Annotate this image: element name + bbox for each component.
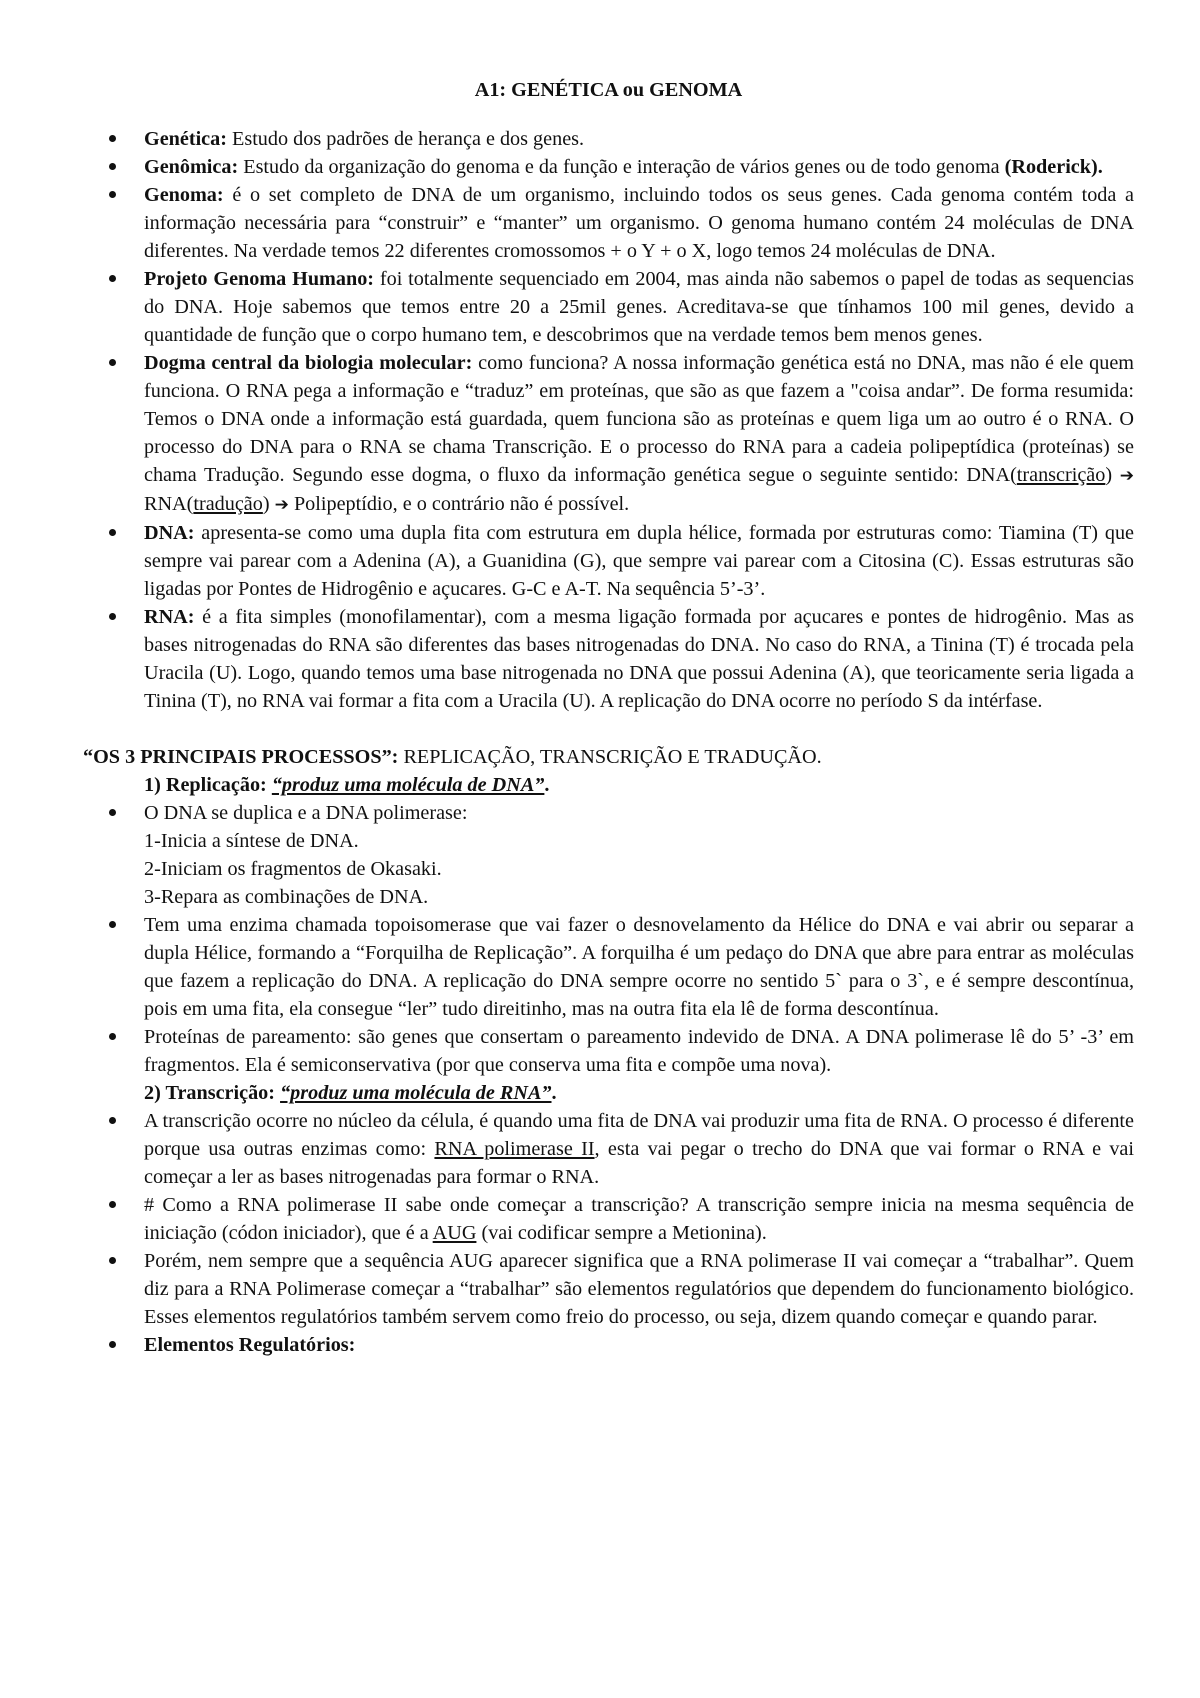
reference: (Roderick). [1004, 156, 1103, 178]
term-text: foi totalmente sequenciado em 2004, mas ainda não sabemos o papel de todas as sequencias do DNA. Hoje sabemos que temos entre 20 a 25mil genes. Acreditava-se que tínhamos 100 mil genes, devido a quantidade de função que o corpo humano tem, e descobrimos que na verdade temos bem menos genes. [144, 268, 1134, 346]
transcricao-list [83, 1107, 1134, 1359]
bullet-icon [109, 1201, 116, 1208]
arrow-right-icon: ➔ [1119, 466, 1134, 486]
underlined-term: AUG [432, 1222, 477, 1244]
item-text: Tem uma enzima chamada topoisomerase que vai fazer o desnovelamento da Hélice do DNA e vai abrir ou separar a dupla Hélice, formando a “Forquilha de Replicação”. A forquilha é um pedaço do DNA que abre para entrar as moléculas que fazem a replicação do DNA. A replicação do DNA sempre ocorre no sentido 5` para o 3`, e é sempre descontínua, pois em uma fita, ela consegue “ler” tudo direitinho, mas na outra fita ela lê de forma descontínua. [144, 914, 1134, 1020]
subsection-label: 2) Transcrição: [144, 1082, 276, 1104]
term-label: Genoma: [144, 184, 224, 206]
list-item-dna [83, 519, 1134, 603]
list-item-transcricao-nucleo [83, 1107, 1134, 1191]
item-text: Proteínas de pareamento: são genes que consertam o pareamento indevido de DNA. A DNA polimerase lê do 5’ -3’ em fragmentos. Ela é semiconservativa (por que conserva uma fita e compõe uma nova). [144, 1026, 1134, 1076]
term-text: ) [1105, 464, 1120, 486]
bullet-icon [109, 529, 116, 536]
bullet-icon [109, 275, 116, 282]
bullet-icon [109, 1117, 116, 1124]
list-item-aug [83, 1247, 1134, 1331]
bullet-icon [109, 809, 116, 816]
item-text: , esta vai pegar o trecho do DNA que vai formar o RNA e vai começar a ler as bases nitrogenadas para formar o RNA. [144, 1138, 1134, 1188]
term-label: Projeto Genoma Humano: [144, 268, 375, 290]
bullet-icon [109, 1257, 116, 1264]
replicacao-list [83, 799, 1134, 1079]
section-heading-label: “OS 3 PRINCIPAIS PROCESSOS”: [83, 746, 399, 768]
list-item-genoma [83, 181, 1134, 265]
subsection-dot: . [544, 774, 550, 796]
bullet-icon [109, 1033, 116, 1040]
underlined-term: tradução [193, 493, 263, 515]
subsection-label: 1) Replicação: [144, 774, 267, 796]
underlined-term: RNA polimerase II [434, 1138, 595, 1160]
term-label: RNA: [144, 606, 195, 628]
bullet-icon [109, 163, 116, 170]
item-text: A transcrição ocorre no núcleo da célula, é quando uma fita de DNA vai produzir uma fita de RNA. O processo é diferente porque usa outras enzimas como: [144, 1110, 1134, 1160]
subsection-quote: “produz uma molécula de RNA” [280, 1082, 552, 1104]
term-text: Estudo da organização do genoma e da função e interação de vários genes ou de todo genoma [238, 156, 1005, 178]
definitions-list [83, 125, 1134, 715]
bullet-icon [109, 135, 116, 142]
term-text: apresenta-se como uma dupla fita com estrutura em dupla hélice, formada por estruturas como: Tiamina (T) que sempre vai parear com a Adenina (A), a Guanidina (G), que sempre vai parear com a Citosina (C). Essas estruturas são ligadas por Pontes de Hidrogênio e açucares. G-C e A-T. Na sequência 5’-3’. [144, 522, 1134, 600]
term-label: DNA: [144, 522, 195, 544]
subsection-dot: . [551, 1082, 557, 1104]
subsection-heading-transcricao [83, 1079, 1134, 1107]
list-item-topoisomerase [83, 911, 1134, 1023]
term-text: Polipeptídio, e o contrário não é possível. [288, 493, 630, 515]
step-item: 1-Inicia a síntese de DNA. [144, 830, 359, 852]
list-item-rna-polimerase [83, 1191, 1134, 1247]
term-label: Genômica: [144, 156, 239, 178]
list-item-proteinas-pareamento [83, 1023, 1134, 1079]
page-title: A1: GENÉTICA ou GENOMA [474, 79, 743, 101]
bullet-icon [109, 1341, 116, 1348]
item-text: Porém, nem sempre que a sequência AUG aparecer significa que a RNA polimerase II vai começar a “trabalhar”. Quem diz para a RNA Polimerase começar a “trabalhar” são elementos regulatórios que dependem do funcionamento biológico. Esses elementos regulatórios também servem como freio do processo, ou seja, dizem quando começar e quando parar. [144, 1250, 1134, 1328]
term-label: Genética: [144, 128, 227, 150]
item-label: Elementos Regulatórios: [144, 1334, 356, 1356]
term-label: Dogma central da biologia molecular: [144, 352, 473, 374]
subsection-heading-replicacao [83, 771, 1134, 799]
term-text: ) [262, 493, 275, 515]
arrow-right-icon: ➔ [274, 495, 289, 515]
section-heading-text: REPLICAÇÃO, TRANSCRIÇÃO E TRADUÇÃO. [398, 746, 822, 768]
item-text: # Como a RNA polimerase II sabe onde começar a transcrição? A transcrição sempre inicia na mesma sequência de iniciação (códon iniciador), que é a [144, 1194, 1134, 1244]
underlined-term: transcrição [1016, 464, 1106, 486]
list-item-dna-polimerase [83, 799, 1134, 911]
term-text: é a fita simples (monofilamentar), com a mesma ligação formada por açucares e pontes de hidrogênio. Mas as bases nitrogenadas do RNA são diferentes das bases nitrogenadas do DNA. No caso do RNA, a Tinina (T) é trocada pela Uracila (U). Logo, quando temos uma base nitrogenada no DNA que possui Adenina (A), que teoricamente seria ligada a Tinina (T), no RNA vai formar a fita com a Uracila (U). A replicação do DNA ocorre no período S da intérfase. [144, 606, 1134, 712]
list-item-dogma [83, 349, 1134, 519]
bullet-icon [109, 921, 116, 928]
list-item-genomica [83, 153, 1134, 181]
section-heading [83, 743, 1134, 771]
list-item-rna [83, 603, 1134, 715]
list-item-elementos [83, 1331, 1134, 1359]
item-text: O DNA se duplica e a DNA polimerase: [144, 802, 468, 824]
term-text: é o set completo de DNA de um organismo, incluindo todos os seus genes. Cada genoma contém toda a informação necessária para “construir” e “manter” um organismo. O genoma humano contém 24 moléculas de DNA diferentes. Na verdade temos 22 diferentes cromossomos + o Y + o X, logo temos 24 moléculas de DNA. [144, 184, 1134, 262]
item-text: (vai codificar sempre a Metionina). [476, 1222, 767, 1244]
bullet-icon [109, 359, 116, 366]
step-item: 3-Repara as combinações de DNA. [144, 886, 429, 908]
list-item-projeto-genoma [83, 265, 1134, 349]
term-text: como funciona? A nossa informação genética está no DNA, mas não é ele quem funciona. O RNA pega a informação e “traduz” em proteínas, que são as que fazem a "coisa andar”. De forma resumida: Temos o DNA onde a informação está guardada, quem funciona são as proteínas e quem liga um ao outro é o RNA. O processo do DNA para o RNA se chama Transcrição. E o processo do RNA para a cadeia polipeptídica (proteínas) se chama Tradução. Segundo esse dogma, o fluxo da informação genética segue o seguinte sentido: DNA( [144, 352, 1134, 486]
term-text: Estudo dos padrões de herança e dos genes. [226, 128, 585, 150]
term-text: RNA( [144, 493, 194, 515]
bullet-icon [109, 191, 116, 198]
subsection-quote: “produz uma molécula de DNA” [271, 774, 545, 796]
bullet-icon [109, 613, 116, 620]
list-item-genetica [83, 125, 1134, 153]
step-item: 2-Iniciam os fragmentos de Okasaki. [144, 858, 442, 880]
